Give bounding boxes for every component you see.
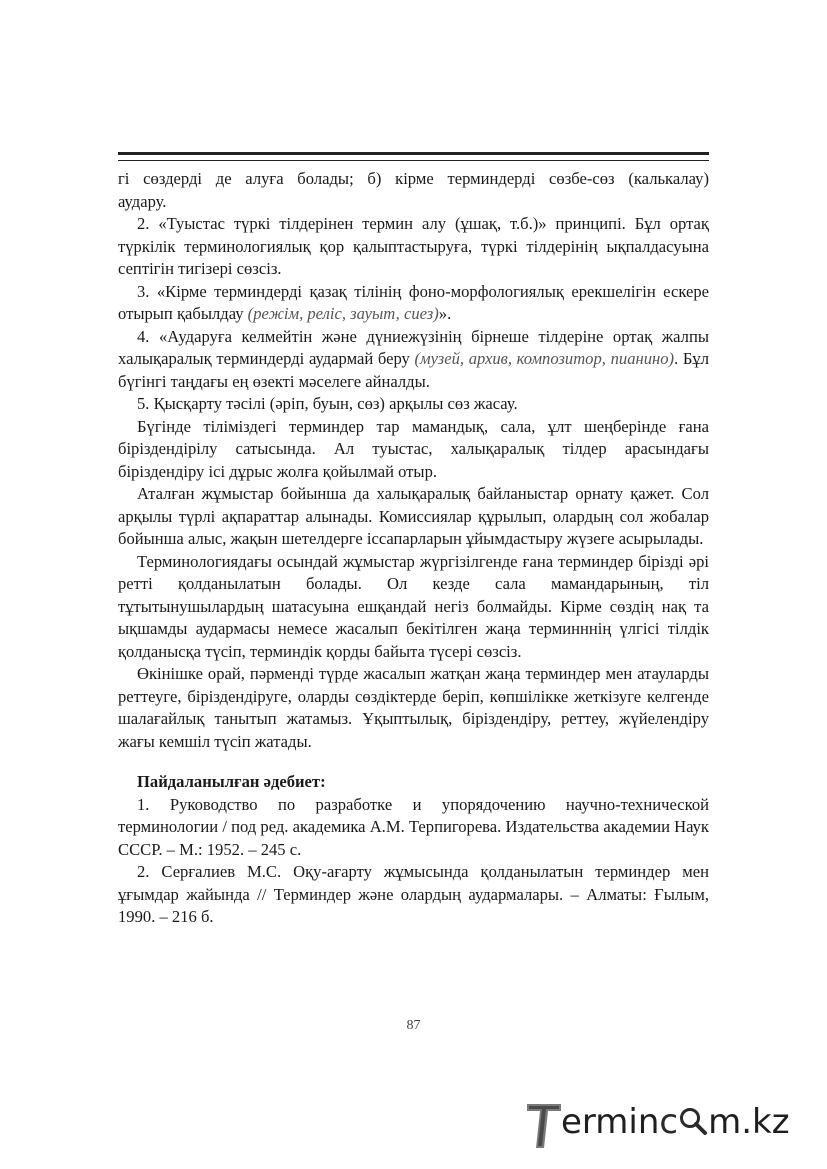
- page-body: [118, 168, 709, 929]
- watermark-lens-char: c: [659, 1102, 679, 1142]
- paragraph-unification: Бүгінде тіліміздегі терминдер тар мамандық, сала, ұлт шеңберінде ғана біріздендірілу сатысында. Ал туыстас, халықаралық тілдер арасындағы біріздендіру ісі дұрыс жолға қойылмай отыр.: [118, 416, 709, 481]
- watermark-text-before: ermin: [561, 1102, 660, 1142]
- section-gap: [118, 753, 709, 771]
- paragraph-regret: Өкінішке орай, пәрменді түрде жасалып жатқан жаңа терминдер мен атауларды реттеуге, біріздендіруге, оларды сөздіктерде беріп, көпшілікке жеткізуге келгенде шалағайлық танытып жатамыз. Ұқыптылық, біріздендіру, реттеу, жүйелендіру жағы кемшіл түсіп жатады.: [118, 664, 709, 751]
- watermark-text: [561, 1102, 790, 1142]
- magnifier-icon: [678, 1106, 708, 1136]
- header-rule-thin: [118, 160, 709, 161]
- reference-item: 2. Серғалиев М.С. Оқу-ағарту жұмысында қолданылатын терминдер мен ұғымдар жайында // Терминдер және олардың аудармалары. – Алматы: Ғылым, 1990. – 216 б.: [118, 862, 709, 926]
- principle-4-examples: (музей, архив, композитор, пианино): [414, 349, 675, 368]
- paragraph-continued-end: аудару.: [118, 191, 167, 211]
- paragraph-principle-4: [118, 326, 709, 394]
- paragraph-continued: [118, 168, 709, 191]
- paragraph-principle-2: 2. «Туыстас түркі тілдерінен термин алу (ұшақ, т.б.)» принципі. Бұл ортақ түркілік терминологиялық қор қалыптастыруға, түркі тілдерінің ықпалдасуына септігін тигізері сөзсіз.: [118, 214, 709, 278]
- principle-3-text: 3. «Кірме терминдерді қазақ тілінің фоно-морфологиялық ерекшелігін ескере отырып қабылдау: [118, 281, 709, 323]
- paragraph-line: гі сөздерді де алуға болады; б) кірме терминдерді сөзбе-сөз (калькалау): [118, 169, 709, 188]
- principle-3-examples: (режім, реліс, зауыт, сиез): [247, 304, 439, 323]
- watermark-t-logo-icon: [527, 1104, 561, 1148]
- paragraph-principle-5: 5. Қысқарту тәсілі (әріп, буын, сөз) арқылы сөз жасау.: [137, 394, 518, 413]
- references-heading: Пайдаланылған әдебиет:: [137, 772, 326, 791]
- paragraph-principle-3: [118, 281, 709, 326]
- watermark-text-after: m.kz: [708, 1102, 790, 1142]
- paragraph-terminology-work: Терминологиядағы осындай жұмыстар жүргізілгенде ғана терминдер бірізді әрі ретті қолданылатын болады. Ол кезде сала мамандарының, тіл тұтытынушылардың шатасуына ешқандай негіз болмайды. Кірме сөздің нақ та ықшамды аудармасы немесе жасалып бекітілген жаңа терминннің үлгісі тілдік қолданысқа түсіп, терминдік қорды байыта түсері сөзсіз.: [118, 551, 709, 661]
- header-rule-thick: [118, 152, 709, 155]
- reference-item: 1. Руководство по разработке и упорядочению научно-технической терминологии / под ред. академика А.М. Терпигорева. Издательства академии Наук СССР. – М.: 1952. – 245 с.: [118, 794, 709, 859]
- principle-4-text: 4. «Аударуға келмейтін және дүниежүзінің бірнеше тілдеріне ортақ жалпы халықаралық терминдерді аудармай беру: [118, 326, 709, 368]
- page-number: 87: [406, 1018, 421, 1033]
- paragraph-international: Аталған жұмыстар бойынша да халықаралық байланыстар орнату қажет. Сол арқылы түрлі ақпараттар алынады. Комиссиялар құрылып, олардың сол жобалар бойынша алыс, жақын шетелдерге іссапарларын ұйымдастыру жүзеге асырылады.: [118, 484, 709, 548]
- termincom-watermark: [527, 1098, 817, 1152]
- principle-3-end: ».: [438, 304, 452, 323]
- principle-4-end: . Бұл бүгінгі таңдағы ең өзекті мәселеге айналды.: [118, 349, 710, 391]
